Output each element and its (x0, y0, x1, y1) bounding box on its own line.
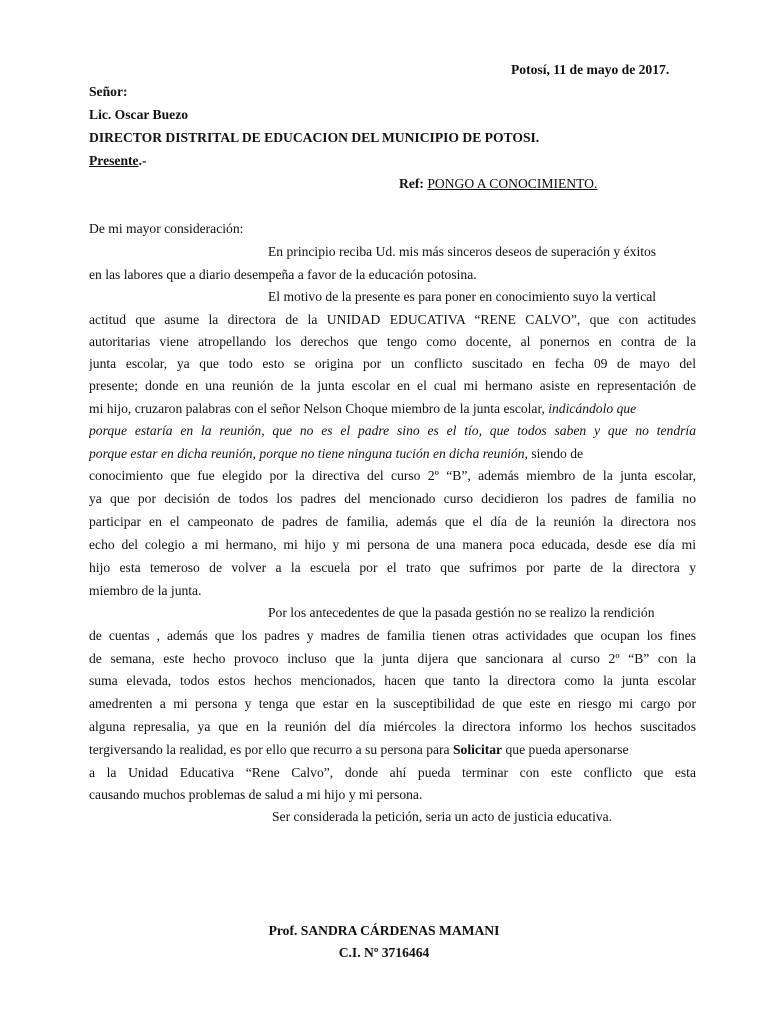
reference-line (399, 173, 699, 195)
reference-label: Ref: (399, 176, 424, 191)
body-text: mi hijo, cruzaron palabras con el señor Nelson Choque miembro de la junta escolar, (89, 401, 549, 416)
body-line: ya que por decisión de todos los padres del mencionado curso decidieron los padres de familia no (89, 491, 696, 506)
recipient-salutation: Señor: (89, 84, 128, 99)
body-line (89, 739, 696, 761)
body-line (89, 443, 696, 465)
recipient-name: Lic. Oscar Buezo (89, 107, 189, 122)
date-line: Potosí, 11 de mayo de 2017. (511, 62, 670, 77)
body-line: junta escolar, ya que todo esto se origina por un conflicto suscitado en fecha 09 de mayo del (89, 356, 696, 371)
body-line: suma elevada, todos estos hechos mencionados, hacen que tanto la directora como la junta escolar (89, 673, 696, 688)
body-line: El motivo de la presente es para poner en conocimiento suyo la vertical (268, 289, 657, 304)
body-line: actitud que asume la directora de la UNIDAD EDUCATIVA “RENE CALVO”, que con actitudes (89, 312, 696, 327)
presente-line (89, 150, 696, 172)
body-line: causando muchos problemas de salud a mi hijo y mi persona. (89, 787, 423, 802)
greeting: De mi mayor consideración: (89, 221, 244, 236)
recipient-title: DIRECTOR DISTRITAL DE EDUCACION DEL MUNICIPIO DE POTOSI. (89, 130, 540, 145)
body-line: conocimiento que fue elegido por la directiva del curso 2º “B”, además miembro de la junta escolar, (89, 468, 696, 483)
signature-name: Prof. SANDRA CÁRDENAS MAMANI (268, 923, 500, 938)
body-line (89, 398, 696, 420)
body-text-italic: porque estar en dicha reunión, porque no tiene ninguna tución en dicha reunión (89, 446, 525, 461)
presente-word: Presente (89, 153, 139, 168)
presente-suffix: .- (138, 153, 147, 168)
body-line: alguna represalia, ya que en la reunión del día miércoles la directora informo los hechos suscitados (89, 719, 696, 734)
body-line: Por los antecedentes de que la pasada gestión no se realizo la rendición (268, 605, 655, 620)
body-text-italic: indicándolo que (548, 401, 637, 416)
body-text: , siendo de (524, 446, 584, 461)
body-line: hijo esta temeroso de volver a la escuela por el trato que sufrimos por parte de la directora y (89, 560, 696, 575)
body-line: a la Unidad Educativa “Rene Calvo”, donde ahí pueda terminar con este conflicto que esta (89, 765, 696, 780)
body-line-italic: porque estaría en la reunión, que no es el padre sino es el tío, que todos saben y que no tendría (89, 423, 696, 438)
body-line: presente; donde en una reunión de la junta escolar en el cual mi hermano asiste en representación de (89, 378, 696, 393)
body-line: en las labores que a diario desempeña a favor de la educación potosina. (89, 267, 477, 282)
body-text: tergiversando la realidad, es por ello que recurro a su persona para (89, 742, 453, 757)
body-line: echo del colegio a mi hermano, mi hijo y mi persona de una manera poca educada, desde ese día mi (89, 537, 696, 552)
body-line: de cuentas , además que los padres y madres de familia tienen otras actividades que ocupan los fines (89, 628, 696, 643)
body-line: participar en el campeonato de padres de familia, además que el día de la reunión la directora nos (89, 514, 696, 529)
body-text-bold: Solicitar (453, 742, 503, 757)
body-line: Ser considerada la petición, seria un acto de justicia educativa. (272, 809, 613, 824)
body-line: amedrenten a mi persona y tenga que estar en la susceptibilidad de que este en riesgo mi cargo por (89, 696, 696, 711)
body-line: de semana, este hecho provoco incluso que la junta dijera que sancionara al curso 2º “B” con la (89, 651, 696, 666)
body-line: autoritarias viene atropellando los derechos que tengo como docente, al ponernos en contra de la (89, 334, 696, 349)
body-line: En principio reciba Ud. mis más sinceros deseos de superación y éxitos (268, 244, 657, 259)
body-text: que pueda apersonarse (502, 742, 629, 757)
body-line: miembro de la junta. (89, 583, 202, 598)
reference-text: PONGO A CONOCIMIENTO. (427, 176, 598, 191)
signature-ci: C.I. Nº 3716464 (338, 945, 430, 960)
